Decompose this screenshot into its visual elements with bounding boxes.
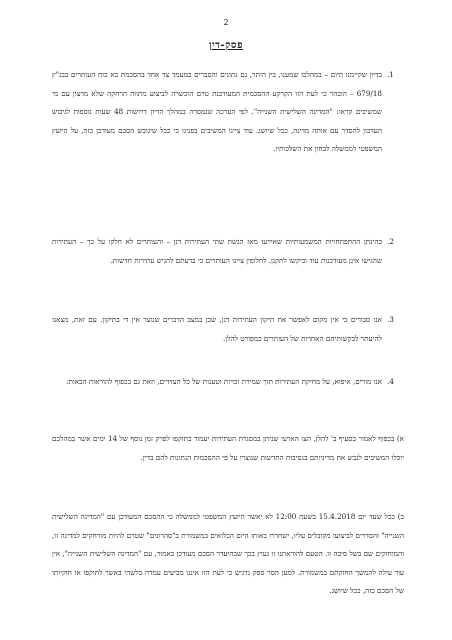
paragraph-text: בדיון שקיימנו היום – במהלכו שמענו, בין היתר, גם נתונים והסברים במעמד צד אחד בהסכמת בא כוח העותרים בבג"ץ 679/18 – הובהר כי לעת הזו הקרקע ההסכמית המעודכנת טרם הוכשרה לביצוע מתווה הרחקה שלא מרצון עם מי שמשיבים קראו: "המדינה השלישית השנייה". לפי הערכה שנמסרה במהלך הדיון דרושות 48 שעות נוספות לגיבוש העדכון להסדר עם אותה מדינה, ככל שיושג. עוד ציינו המשיבים בפנינו כי ככל שיגובש הסכם מעודכן כזה, על היועץ המשפטי לממשלה לבחון את השלכותיו. — [52, 70, 382, 153]
paragraph-number: 1. — [387, 70, 394, 79]
paragraph-text: בהינתן ההתפתחויות המשמעותיות שאירעו מאז הגשת שתי העתירות דנן – והעותרים לא חלקו על כך – העתירות שהגישו אינן מעודכנות עוד וביקשו לתקנן. לחלופין ציינו העותרים כי בדעתם להגיש עתירות חדשות. — [52, 237, 382, 265]
paragraph-number: 3. — [387, 315, 394, 324]
subparagraph-text: א) בכפוף לאמור בסעיף ב' להלן, הצו הארעי שניתן במסגרת העתירות יעמוד בתוקפו לפרק זמן נוסף של 14 ימים אשר במהלכם יוכלו המשיבים לגבש את מדיניותם בנסיבות החדשות שנוצרו על פי ההסכמות הנתונות להם בדין. — [52, 434, 404, 462]
paragraph-number: 4. — [387, 377, 394, 386]
subparagraph-text: ב) ככל שעד יום 15.4.2018 בשעה 12:00 לא יאשר היועץ המשפטי לממשלה כי ההסכם המעודכן עם "המדינה השלישית השנייה" והסדרים לביצועו מקובלים עליו, ישחררו באותו היום הכלואים במשמורת ב"סהרונים" שטרם להיות מורחקים למדינה זו, והמוחזקים שם בשל סיבה זו. הטעם להוראתנו זו נעוץ בכך שבהיעדר הסכם מעודכן כאמור, עם "המדינה השלישית השנייה", אין עוד עילה להמשך החזקתם במשמורת. למען הסר ספק נדגיש כי לעת הזו איננו מביעים עמדה כלשהי באשר לתוקפו או חוקיותו של הסכם כזה, ככל שיושג. — [52, 512, 404, 595]
document-title: פסק-דין — [208, 40, 244, 51]
page-number: 2 — [223, 18, 229, 27]
paragraph-text: אנו מורים, איפוא, על מחיקת העתירות תוך שמירת זכויות וטענות של כל הצדדים, וזאת גם בכפוף להוראות הבאות: — [66, 377, 382, 386]
paragraph-number: 2. — [387, 237, 394, 246]
paragraph-text: אנו סבורים כי אין מקום לאפשר את תיקון העתירות דנן, שכן במצב הדברים שנוצר אין די בתיקון. עם זאת, מצאנו להיעתר לבקשותיהם האחרות של העותרים כמפורט להלן. — [52, 315, 382, 343]
